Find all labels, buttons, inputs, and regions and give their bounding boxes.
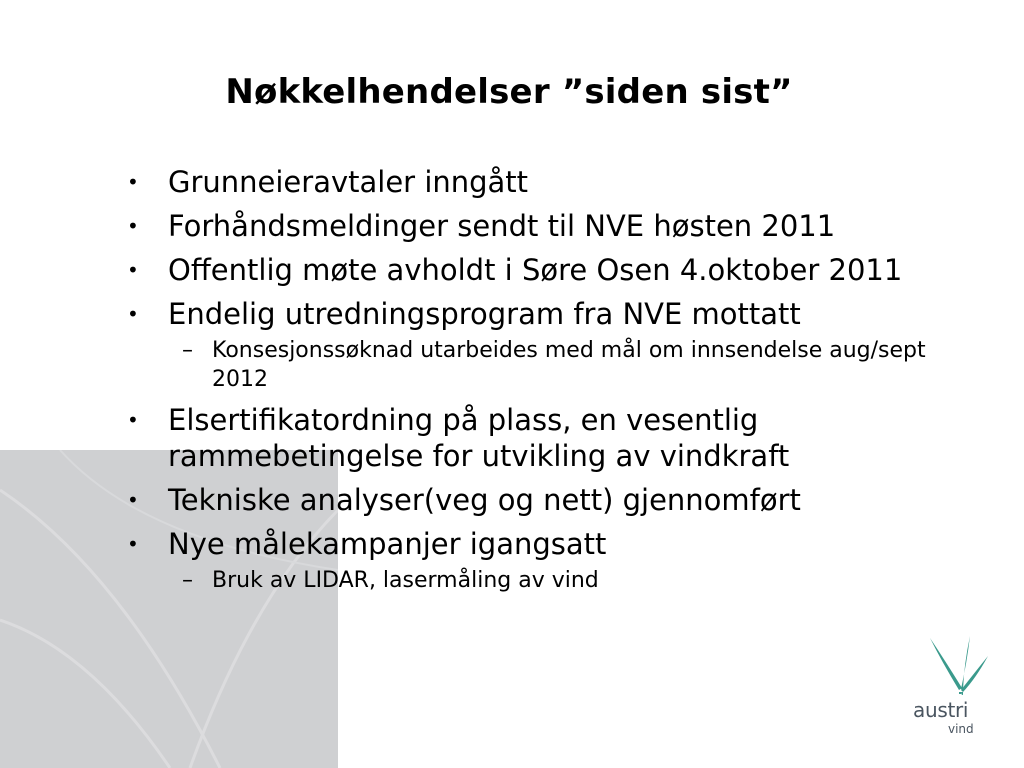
bullet-list — [125, 164, 985, 595]
bullet-text: Nye målekampanjer igangsatt — [168, 527, 607, 561]
bullet-item — [125, 164, 985, 200]
bullet-item — [125, 296, 985, 394]
logo-wordmark: austri — [913, 698, 969, 722]
bullet-text: Grunneieravtaler inngått — [168, 165, 529, 199]
dash-icon: – — [182, 338, 193, 363]
bullet-icon: • — [127, 408, 139, 432]
bullet-item — [125, 208, 985, 244]
sub-bullet-item — [168, 336, 985, 394]
dash-icon: – — [182, 568, 193, 593]
bullet-icon: • — [127, 302, 139, 326]
sub-bullet-text: Konsesjonssøknad utarbeides med mål om innsendelse aug/sept 2012 — [212, 338, 926, 392]
bullet-text: Endelig utredningsprogram fra NVE mottatt — [168, 297, 801, 331]
sub-bullet-list — [168, 566, 985, 595]
bullet-item — [125, 402, 985, 474]
bullet-item — [125, 482, 985, 518]
bullet-icon: • — [127, 170, 139, 194]
bullet-icon: • — [127, 214, 139, 238]
bullet-text: Forhåndsmeldinger sendt til NVE høsten 2011 — [168, 209, 836, 243]
bullet-item — [125, 526, 985, 595]
slide-content — [125, 164, 985, 595]
bullet-icon: • — [127, 488, 139, 512]
bullet-icon: • — [127, 532, 139, 556]
sub-bullet-text: Bruk av LIDAR, lasermåling av vind — [212, 568, 599, 593]
bullet-text: Offentlig møte avholdt i Søre Osen 4.oktober 2011 — [168, 253, 903, 287]
slide-title — [0, 72, 1024, 112]
bullet-text: Tekniske analyser(veg og nett) gjennomført — [168, 483, 801, 517]
slide-title-text: Nøkkelhendelser ”siden sist” — [225, 72, 793, 112]
logo-subword: vind — [948, 722, 974, 736]
bullet-text: Elsertifikatordning på plass, en vesentlig rammebetingelse for utvikling av vindkraft — [168, 403, 790, 473]
sub-bullet-list — [168, 336, 985, 394]
bullet-icon: • — [127, 258, 139, 282]
sub-bullet-item — [168, 566, 985, 595]
bullet-item — [125, 252, 985, 288]
